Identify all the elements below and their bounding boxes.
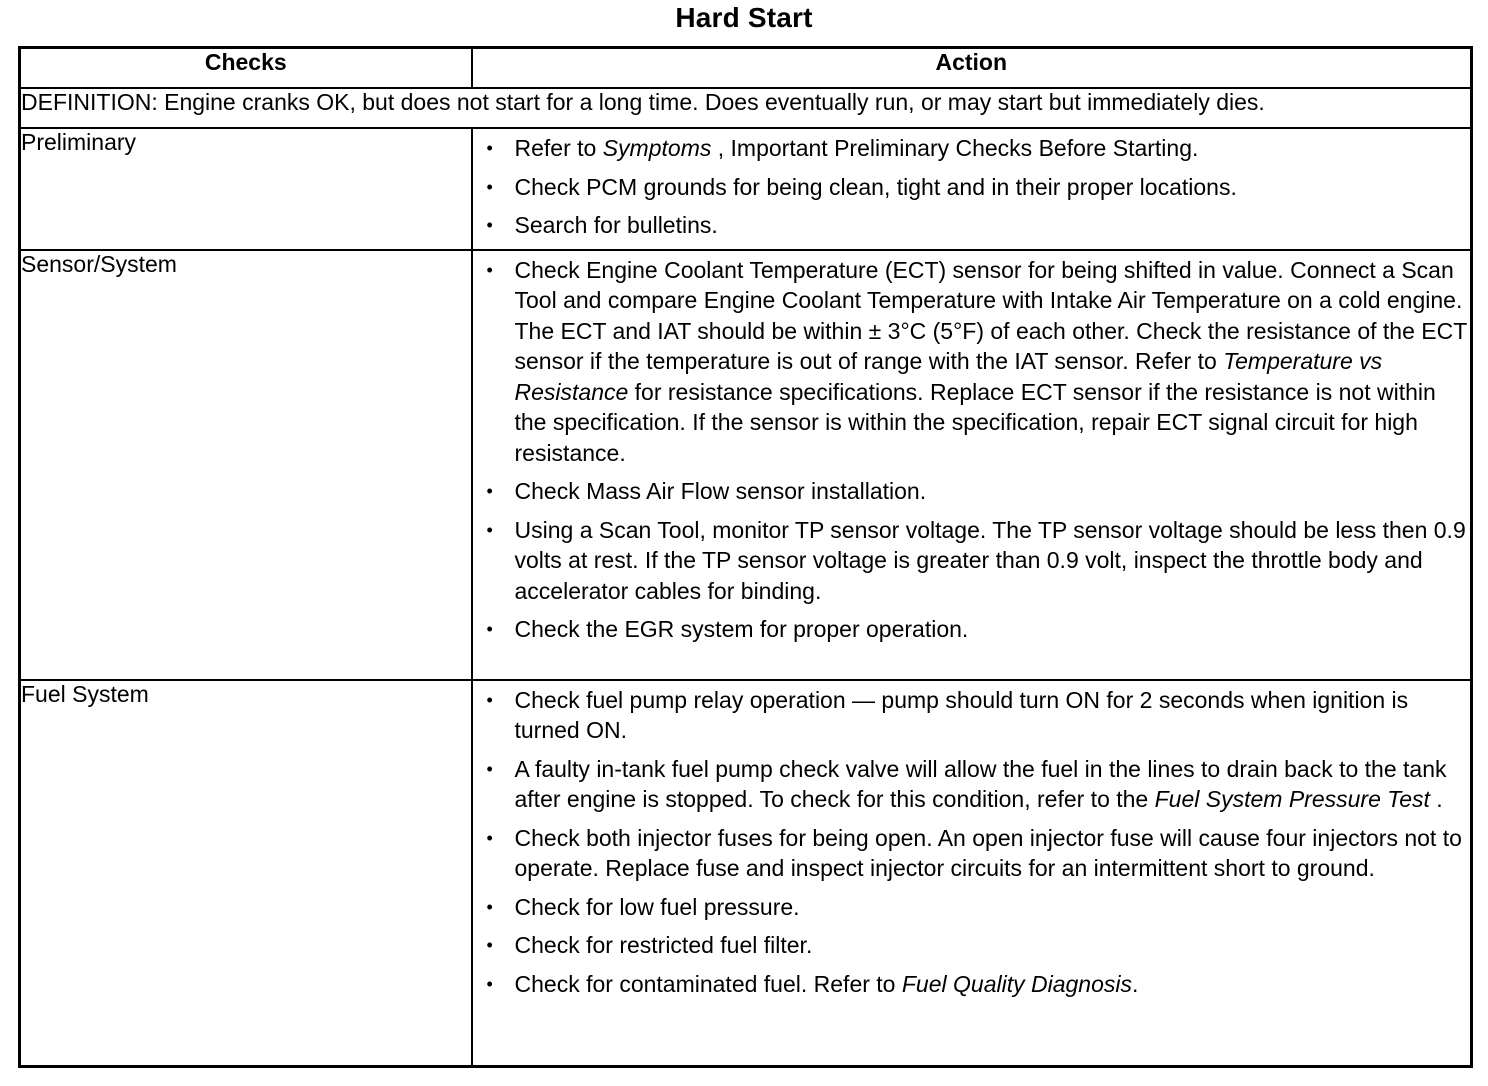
action-text: Check for low fuel pressure. <box>514 893 800 920</box>
bullet-icon: • <box>486 827 493 848</box>
action-item <box>473 133 1471 164</box>
reference-text: Temperature vs Resistance <box>514 348 1383 405</box>
bullet-icon: • <box>486 519 493 540</box>
table-row <box>20 250 1472 680</box>
action-text: Check fuel pump relay operation — pump should turn ON for 2 seconds when ignition is turned ON. <box>514 686 1409 743</box>
action-text: Check both injector fuses for being open. An open injector fuse will cause four injectors not to operate. Replace fuse and inspect injector circuits for an intermittent short to ground. <box>514 824 1462 881</box>
action-item <box>473 930 1471 961</box>
definition-text: DEFINITION: Engine cranks OK, but does not start for a long time. Does eventually run, or may start but immediately dies. <box>20 88 1472 128</box>
action-text: Check Mass Air Flow sensor installation. <box>514 478 927 504</box>
bullet-icon: • <box>486 758 493 779</box>
action-item <box>473 476 1471 507</box>
column-header-action: Action <box>472 48 1472 89</box>
action-text: Check Engine Coolant Temperature (ECT) sensor for being shifted in value. Connect a Scan Tool and compare Engine Coolant Temperature with Intake Air Temperature on a cold engine. The ECT and IAT should be within ± 3°C (5°F) of each other. Check the resistance of the ECT sensor if the temperature is out of range with the IAT sensor. Refer to <box>514 256 1467 374</box>
column-header-checks: Checks <box>20 48 472 89</box>
reference-text: Fuel System Pressure Test <box>1154 786 1430 812</box>
diagnostic-table <box>18 46 1473 1068</box>
bullet-icon: • <box>486 973 493 994</box>
action-item <box>473 685 1471 746</box>
bullet-icon: • <box>486 215 493 235</box>
action-text: Check for restricted fuel filter. <box>514 932 813 958</box>
action-text: for resistance specifications. Replace ECT sensor if the resistance is not within the specification. If the sensor is within the specification, repair ECT signal circuit for high resistance. <box>514 378 1436 466</box>
action-text: A faulty in-tank fuel pump check valve will allow the fuel in the lines to drain back to the tank after engine is stopped. To check for this condition, refer to the <box>514 755 1447 812</box>
action-item <box>473 210 1471 241</box>
action-list <box>473 255 1471 645</box>
page-title: Hard Start <box>675 2 813 33</box>
header-row <box>20 48 1472 89</box>
bullet-icon: • <box>486 138 493 158</box>
action-text: Search for bulletins. <box>514 212 718 238</box>
action-text: Check for contaminated fuel. Refer to <box>514 970 902 997</box>
action-item <box>473 614 1471 645</box>
action-item <box>473 823 1471 884</box>
action-item <box>473 892 1471 923</box>
action-cell <box>472 680 1472 1067</box>
bullet-icon: • <box>486 259 493 280</box>
action-list <box>473 685 1471 1000</box>
action-text: . <box>1131 970 1139 997</box>
table-row <box>20 680 1472 1067</box>
bullet-icon: • <box>486 935 493 955</box>
action-cell <box>472 128 1472 250</box>
reference-text: Fuel Quality Diagnosis <box>901 970 1132 997</box>
bullet-icon: • <box>486 481 493 501</box>
check-fuel-system: Fuel System <box>20 680 472 1067</box>
action-item <box>473 255 1471 469</box>
action-item <box>473 754 1471 815</box>
reference-text: Symptoms <box>602 135 712 161</box>
action-cell <box>472 250 1472 680</box>
bullet-icon: • <box>486 619 493 639</box>
bullet-icon: • <box>486 176 493 197</box>
bullet-icon: • <box>486 689 493 710</box>
bullet-icon: • <box>486 896 493 917</box>
check-sensor-system: Sensor/System <box>20 250 472 680</box>
action-text: , Important Preliminary Checks Before Starting. <box>711 135 1199 161</box>
definition-row <box>20 88 1472 128</box>
action-text: Refer to <box>514 135 603 161</box>
action-item <box>473 515 1471 607</box>
action-item <box>473 969 1471 1000</box>
action-item <box>473 172 1471 203</box>
action-list <box>473 133 1471 241</box>
action-text: Using a Scan Tool, monitor TP sensor voltage. The TP sensor voltage should be less then 0.9 volts at rest. If the TP sensor voltage is greater than 0.9 volt, inspect the throttle body and accelerator cables for binding. <box>514 516 1466 604</box>
action-text: Check the EGR system for proper operation. <box>514 616 969 642</box>
check-preliminary: Preliminary <box>20 128 472 250</box>
action-text: . <box>1429 786 1443 812</box>
action-text: Check PCM grounds for being clean, tight and in their proper locations. <box>514 173 1237 200</box>
table-row <box>20 128 1472 250</box>
